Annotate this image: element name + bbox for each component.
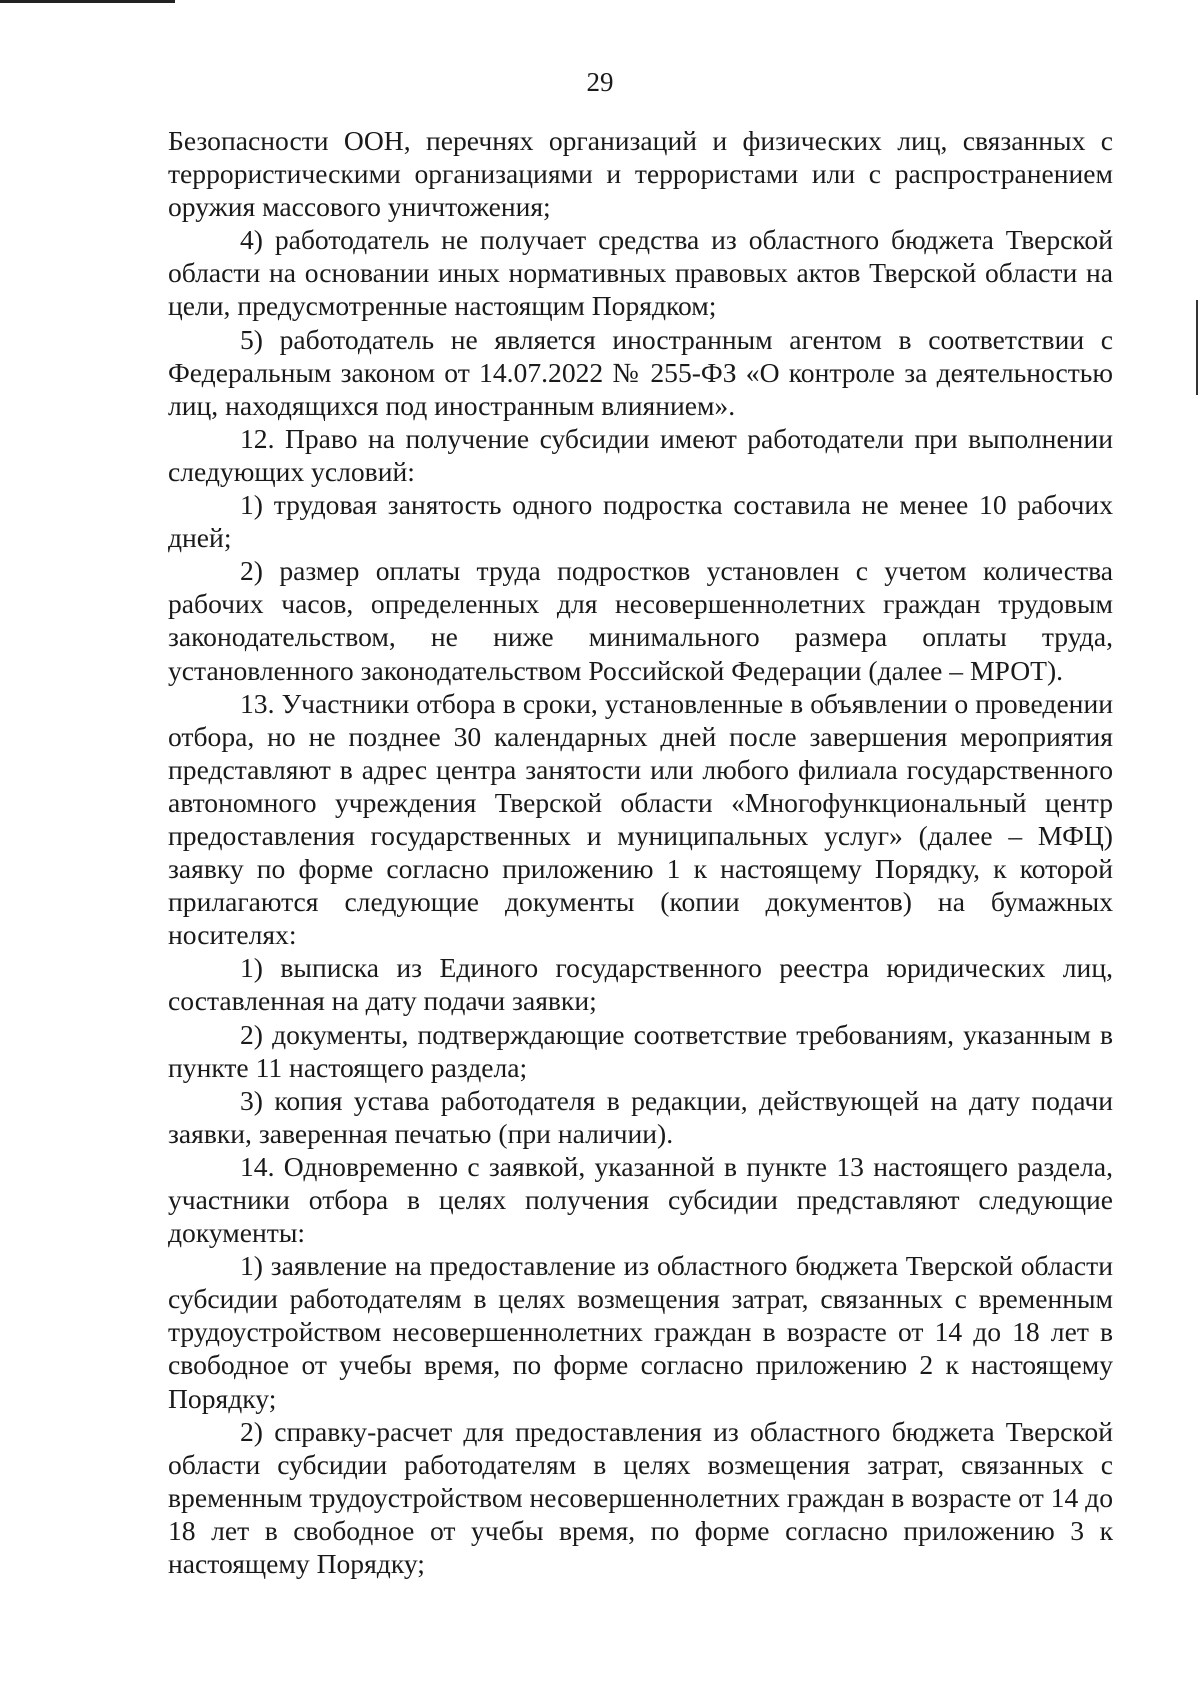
paragraph-section-13-item-2: 2) документы, подтверждающие соответствие требованиям, указанным в пункте 11 настоящего раздела; [168, 1018, 1113, 1083]
paragraph-section-13-item-3: 3) копия устава работодателя в редакции, действующей на дату подачи заявки, заверенная печатью (при наличии). [168, 1084, 1113, 1149]
document-body [168, 124, 1113, 1580]
paragraph-section-14-item-1: 1) заявление на предоставление из областного бюджета Тверской области субсидии работодателям в целях возмещения затрат, связанных с временным трудоустройством несовершеннолетних граждан в возрасте от 14 до 18 лет в свободное от учебы время, по форме согласно приложению 2 к настоящему Порядку; [168, 1250, 1113, 1414]
paragraph-section-13-item-1: 1) выписка из Единого государственного реестра юридических лиц, составленная на дату подачи заявки; [168, 952, 1113, 1017]
paragraph-continuation: Безопасности ООН, перечнях организаций и физических лиц, связанных с террористическими организациями и террористами или с распространением оружия массового уничтожения; [168, 125, 1113, 223]
paragraph-section-12: 12. Право на получение субсидии имеют работодатели при выполнении следующих условий: [168, 422, 1113, 487]
page-number: 29 [586, 67, 614, 97]
paragraph-section-12-item-2: 2) размер оплаты труда подростков установлен с учетом количества рабочих часов, определенных для несовершеннолетних граждан трудовым законодательством, не ниже минимального размера оплаты труда, установленного законодательством Российской Федерации (далее – МРОТ). [168, 555, 1113, 686]
paragraph-item-5: 5) работодатель не является иностранным агентом в соответствии с Федеральным законом от 14.07.2022 № 255-ФЗ «О контроле за деятельностью лиц, находящихся под иностранным влиянием». [168, 323, 1113, 421]
paragraph-section-12-item-1: 1) трудовая занятость одного подростка составила не менее 10 рабочих дней; [168, 489, 1113, 554]
top-scan-rule [0, 0, 175, 3]
right-edge-scan-mark [1196, 300, 1198, 395]
paragraph-section-14-item-2: 2) справку-расчет для предоставления из областного бюджета Тверской области субсидии работодателям в целях возмещения затрат, связанных с временным трудоустройством несовершеннолетних граждан в возрасте от 14 до 18 лет в свободное от учебы время, по форме согласно приложению 3 к настоящему Порядку; [168, 1415, 1113, 1580]
paragraph-item-4: 4) работодатель не получает средства из областного бюджета Тверской области на основании иных нормативных правовых актов Тверской области на цели, предусмотренные настоящим Порядком; [168, 224, 1113, 322]
paragraph-section-14: 14. Одновременно с заявкой, указанной в пункте 13 настоящего раздела, участники отбора в целях получения субсидии представляют следующие документы: [168, 1150, 1113, 1249]
paragraph-section-13: 13. Участники отбора в сроки, установленные в объявлении о проведении отбора, но не позднее 30 календарных дней после завершения мероприятия представляют в адрес центра занятости или любого филиала государственного автономного учреждения Тверской области «Многофункциональный центр предоставления государственных и муниципальных услуг» (далее – МФЦ) заявку по форме согласно приложению 1 к настоящему Порядку, к которой прилагаются следующие документы (копии документов) на бумажных носителях: [168, 687, 1113, 951]
